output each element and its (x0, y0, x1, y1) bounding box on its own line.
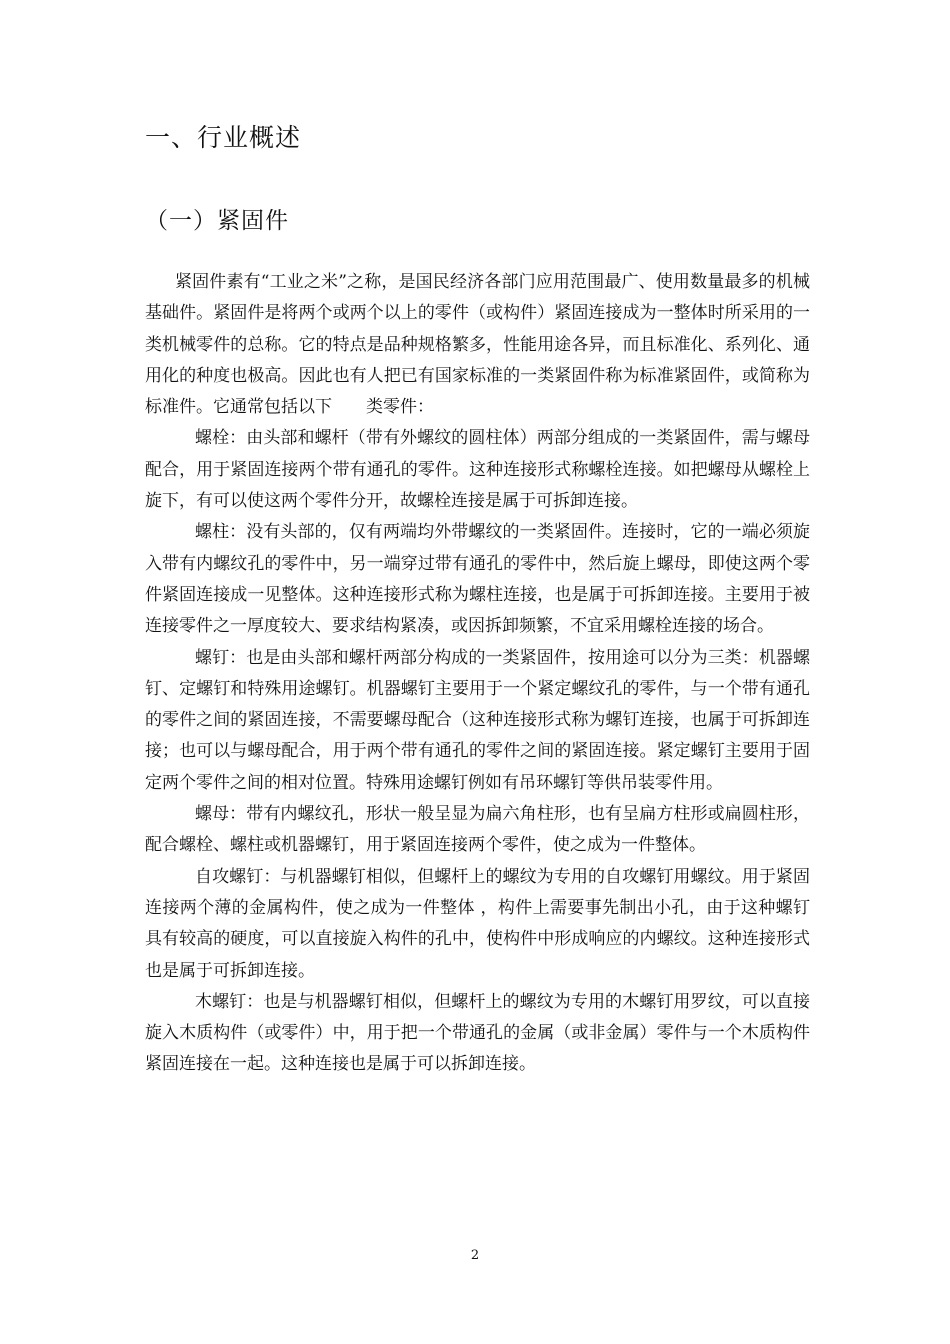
subsection-heading: （一）紧固件 (145, 208, 289, 234)
body-text (145, 267, 810, 1081)
wood-screw-paragraph: 木螺钉：也是与机器螺钉相似，但螺杆上的螺纹为专用的木螺钉用罗纹，可以直接旋入木质构件（或零件）中，用于把一个带通孔的金属（或非金属）零件与一个木质构件紧固连接在一起。这种连接也是属于可以拆卸连接。 (145, 991, 810, 1075)
page-number: 2 (470, 1248, 480, 1263)
intro-paragraph: 紧固件素有“工业之米”之称，是国民经济各部门应用范围最广、使用数量最多的机械基础件。紧固件是将两个或两个以上的零件（或构件）紧固连接成为一整体时所采用的一类机械零件的总称。它的特点是品种规格繁多，性能用途各异，而且标准化、系列化、通用化的种度也极高。因此也有人把已有国家标准的一类紧固件称为标准紧固件，或简称为标准件。它通常包括以下 类零件： (145, 272, 810, 418)
nut-paragraph: 螺母：带有内螺纹孔，形状一般呈显为扁六角柱形，也有呈扁方柱形或扁圆柱形，配合螺栓、螺柱或机器螺钉，用于紧固连接两个零件，使之成为一件整体。 (145, 804, 810, 856)
tapping-screw-paragraph: 自攻螺钉：与机器螺钉相似，但螺杆上的螺纹为专用的自攻螺钉用螺纹。用于紧固连接两个薄的金属构件，使之成为一件整体 ，构件上需要事先制出小孔，由于这种螺钉具有较高的硬度，可以直接旋入构件的孔中，使构件中形成响应的内螺纹。这种连接形式也是属于可拆卸连接。 (145, 866, 810, 981)
stud-paragraph: 螺柱：没有头部的，仅有两端均外带螺纹的一类紧固件。连接时，它的一端必须旋入带有内螺纹孔的零件中，另一端穿过带有通孔的零件中，然后旋上螺母，即使这两个零件紧固连接成一见整体。这种连接形式称为螺柱连接，也是属于可拆卸连接。主要用于被连接零件之一厚度较大、要求结构紧凑，或因拆卸频繁，不宜采用螺栓连接的场合。 (145, 522, 810, 637)
bolt-paragraph: 螺栓：由头部和螺杆（带有外螺纹的圆柱体）两部分组成的一类紧固件，需与螺母配合，用于紧固连接两个带有通孔的零件。这种连接形式称螺栓连接。如把螺母从螺栓上旋下，有可以使这两个零件分开，故螺栓连接是属于可拆卸连接。 (145, 428, 810, 512)
screw-paragraph: 螺钉：也是由头部和螺杆两部分构成的一类紧固件，按用途可以分为三类：机器螺钉、定螺钉和特殊用途螺钉。机器螺钉主要用于一个紧定螺纹孔的零件，与一个带有通孔的零件之间的紧固连接，不需要螺母配合（这种连接形式称为螺钉连接，也属于可拆卸连接；也可以与螺母配合，用于两个带有通孔的零件之间的紧固连接。紧定螺钉主要用于固定两个零件之间的相对位置。特殊用途螺钉例如有吊环螺钉等供吊装零件用。 (145, 647, 810, 793)
section-heading: 一、行业概述 (145, 123, 302, 152)
